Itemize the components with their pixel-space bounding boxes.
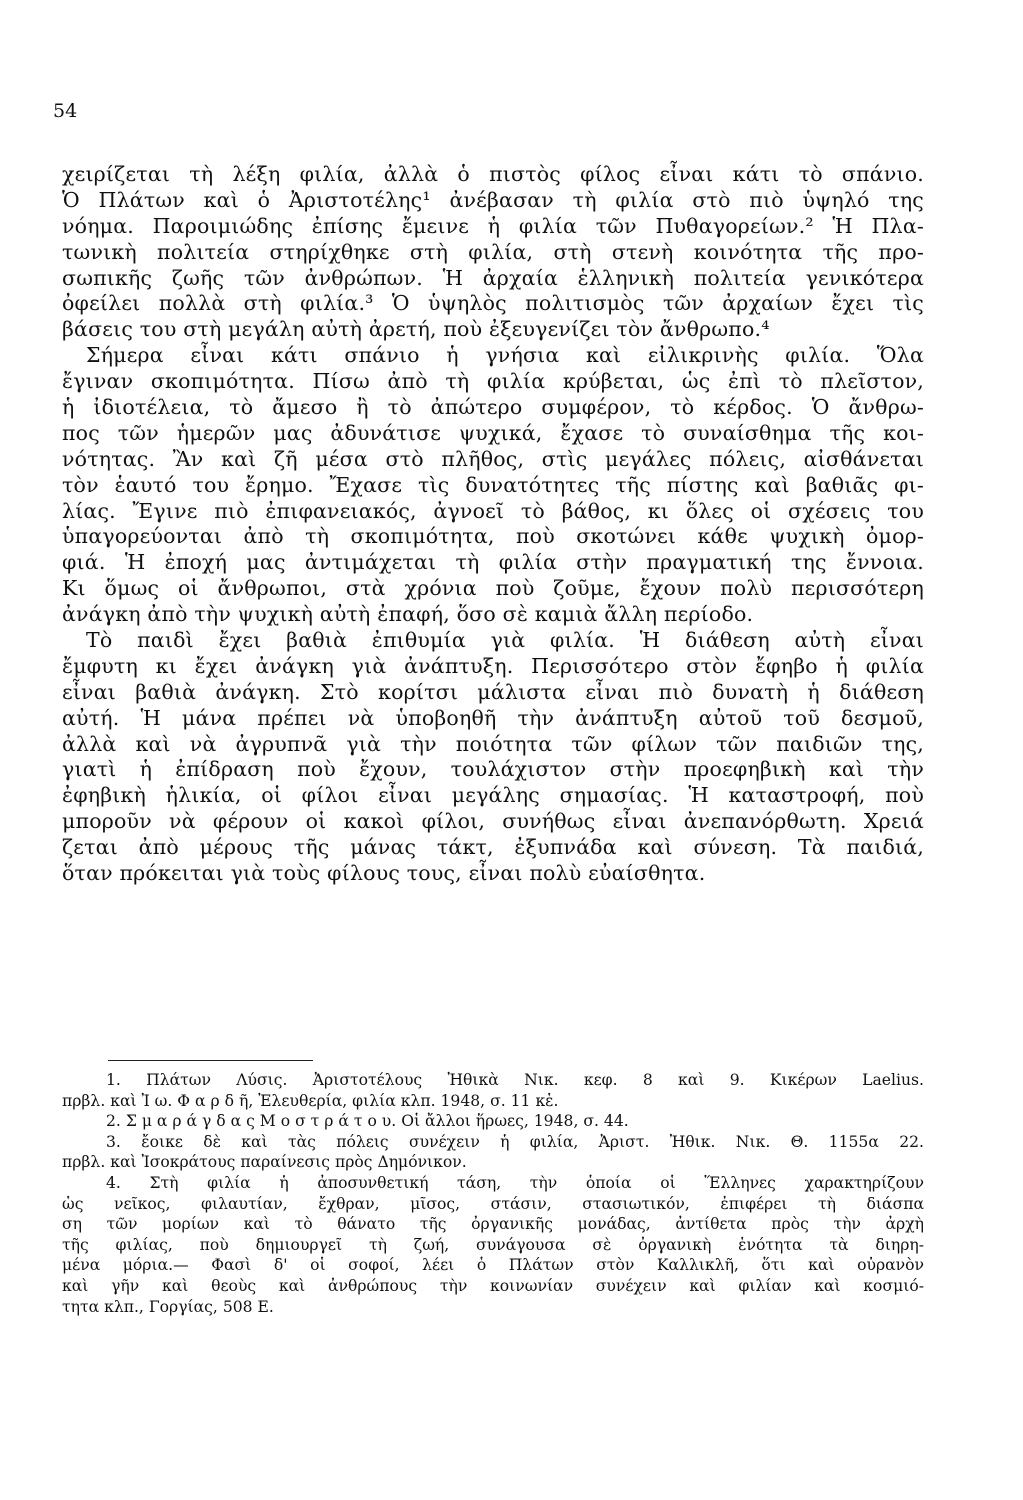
body-line: Τὸ παιδὶ ἔχει βαθιὰ ἐπιθυμία γιὰ φιλία. Ἡ διάθεση αὐτὴ εἶναι [86,628,924,653]
footnote-line: 2. Σ μ α ρ ά γ δ α ς Μ ο σ τ ρ ά τ ο υ. Οἱ ἄλλοι ἥρωες, 1948, σ. 44. [106,1112,629,1131]
body-line: ἀλλὰ καὶ νὰ ἀγρυπνᾶ γιὰ τὴν ποιότητα τῶν φίλων τῶν παιδιῶν της, [62,731,924,756]
body-line: ὀφείλει πολλὰ στὴ φιλία.³ Ὁ ὑψηλὸς πολιτισμὸς τῶν ἀρχαίων ἔχει τὶς [62,291,924,316]
body-line: ἔγιναν σκοπιμότητα. Πίσω ἀπὸ τὴ φιλία κρύβεται, ὡς ἐπὶ τὸ πλεῖστον, [62,369,924,394]
footnote-line: πρβλ. καὶ Ἰσοκράτους παραίνεσις πρὸς Δημόνικον. [62,1153,467,1172]
body-line: ἐφηβικὴ ἡλικία, οἱ φίλοι εἶναι μεγάλης σημασίας. Ἡ καταστροφή, ποὺ [62,783,924,808]
body-text [62,162,924,887]
footnote-line: 1. Πλάτων Λύσις. Ἀριστοτέλους Ἠθικὰ Νικ. κεφ. 8 καὶ 9. Κικέρων Laelius. [106,1071,924,1089]
footnote-line: καὶ γῆν καὶ θεοὺς καὶ ἀνθρώπους τὴν κοινωνίαν συνέχειν καὶ φιλίαν καὶ κοσμιό- [62,1276,924,1295]
footnotes [62,1070,924,1317]
body-line: ὅταν πρόκειται γιὰ τοὺς φίλους τους, εἶναι πολὺ εὐαίσθητα. [62,861,706,886]
body-line: εἶναι βαθιὰ ἀνάγκη. Στὸ κορίτσι μάλιστα εἶναι πιὸ δυνατὴ ἡ διάθεση [62,679,924,704]
footnote-line: ση τῶν μορίων καὶ τὸ θάνατο τῆς ὀργανικῆς μονάδας, ἀντίθετα πρὸς τὴν ἀρχὴ [62,1215,924,1234]
footnote-line: μένα μόρια.— Φασὶ δ' οἱ σοφοί, λέει ὁ Πλάτων στὸν Καλλικλῆ, ὅτι καὶ οὐρανὸν [62,1256,924,1275]
body-line: νόημα. Παροιμιώδης ἐπίσης ἔμεινε ἡ φιλία τῶν Πυθαγορείων.² Ἡ Πλα- [62,213,924,238]
body-line: πος τῶν ἡμερῶν μας ἀδυνάτισε ψυχικά, ἔχασε τὸ συναίσθημα τῆς κοι- [62,420,924,445]
body-line: μποροῦν νὰ φέρουν οἱ κακοὶ φίλοι, συνήθως εἶναι ἀνεπανόρθωτη. Χρειά [62,809,924,834]
footnote-line: 3. ἔοικε δὲ καὶ τὰς πόλεις συνέχειν ἡ φιλία, Ἀριστ. Ἠθικ. Νικ. Θ. 1155α 22. [106,1132,924,1151]
body-line: λίας. Ἔγινε πιὸ ἐπιφανειακός, ἀγνοεῖ τὸ βάθος, κι ὅλες οἱ σχέσεις του [62,498,924,523]
body-line: Ὁ Πλάτων καὶ ὁ Ἀριστοτέλης¹ ἀνέβασαν τὴ φιλία στὸ πιὸ ὑψηλό της [62,187,924,212]
body-line: φιά. Ἡ ἐποχή μας ἀντιμάχεται τὴ φιλία στὴν πραγματική της ἔννοια. [62,550,924,575]
body-line: ἀνάγκη ἀπὸ τὴν ψυχικὴ αὐτὴ ἐπαφή, ὅσο σὲ καμιὰ ἄλλη περίοδο. [62,602,754,627]
footnote-line: τητα κλπ., Γοργίας, 508 Ε. [62,1297,274,1316]
body-line: ζεται ἀπὸ μέρους τῆς μάνας τάκτ, ἐξυπνάδα καὶ σύνεση. Τὰ παιδιά, [62,835,924,860]
body-line: τὸν ἑαυτό του ἔρημο. Ἔχασε τὶς δυνατότητες τῆς πίστης καὶ βαθιᾶς φι- [62,472,924,497]
body-line: ἡ ἰδιοτέλεια, τὸ ἄμεσο ἢ τὸ ἀπώτερο συμφέρον, τὸ κέρδος. Ὁ ἄνθρω- [62,395,924,420]
footnote-divider [108,1060,313,1061]
footnote-line: τῆς φιλίας, ποὺ δημιουργεῖ τὴ ζωή, συνάγουσα σὲ ὀργανικὴ ἑνότητα τὰ διηρη- [62,1235,924,1254]
body-line: Σήμερα εἶναι κάτι σπάνιο ἡ γνήσια καὶ εἰλικρινὴς φιλία. Ὅλα [86,343,924,368]
body-line: ἔμφυτη κι ἔχει ἀνάγκη γιὰ ἀνάπτυξη. Περισσότερο στὸν ἔφηβο ἡ φιλία [62,653,924,678]
body-line: τωνικὴ πολιτεία στηρίχθηκε στὴ φιλία, στὴ στενὴ κοινότητα τῆς προ- [62,239,924,264]
footnote-line: 4. Στὴ φιλία ἡ ἀποσυνθετική τάση, τὴν ὁποία οἱ Ἕλληνες χαρακτηρίζουν [106,1173,924,1192]
footnote-line: ὡς νεῖκος, φιλαυτίαν, ἔχθραν, μῖσος, στάσιν, στασιωτικόν, ἐπιφέρει τὴ διάσπα [62,1194,924,1213]
footnote-line: πρβλ. καὶ Ἰ ω. Φ α ρ δ ῆ, Ἐλευθερία, φιλία κλπ. 1948, σ. 11 κἑ. [62,1091,559,1110]
body-line: βάσεις του στὴ μεγάλη αὐτὴ ἀρετή, ποὺ ἐξευγενίζει τὸν ἄνθρωπο.⁴ [62,317,770,342]
body-line: νότητας. Ἂν καὶ ζῆ μέσα στὸ πλῆθος, στὶς μεγάλες πόλεις, αἰσθάνεται [62,446,924,471]
page-number: 54 [53,100,78,122]
body-line: γιατὶ ἡ ἐπίδραση ποὺ ἔχουν, τουλάχιστον στὴν προεφηβικὴ καὶ τὴν [62,757,924,782]
body-line: σωπικῆς ζωῆς τῶν ἀνθρώπων. Ἡ ἀρχαία ἑλληνικὴ πολιτεία γενικότερα [62,265,924,290]
body-line: ὑπαγορεύονται ἀπὸ τὴ σκοπιμότητα, ποὺ σκοτώνει κάθε ψυχικὴ ὀμορ- [62,524,924,549]
body-line: χειρίζεται τὴ λέξη φιλία, ἀλλὰ ὁ πιστὸς φίλος εἶναι κάτι τὸ σπάνιο. [62,162,924,186]
body-line: Κι ὅμως οἱ ἄνθρωποι, στὰ χρόνια ποὺ ζοῦμε, ἔχουν πολὺ περισσότερη [62,576,924,601]
body-line: αὐτή. Ἡ μάνα πρέπει νὰ ὑποβοηθῆ τὴν ἀνάπτυξη αὐτοῦ τοῦ δεσμοῦ, [62,705,924,730]
